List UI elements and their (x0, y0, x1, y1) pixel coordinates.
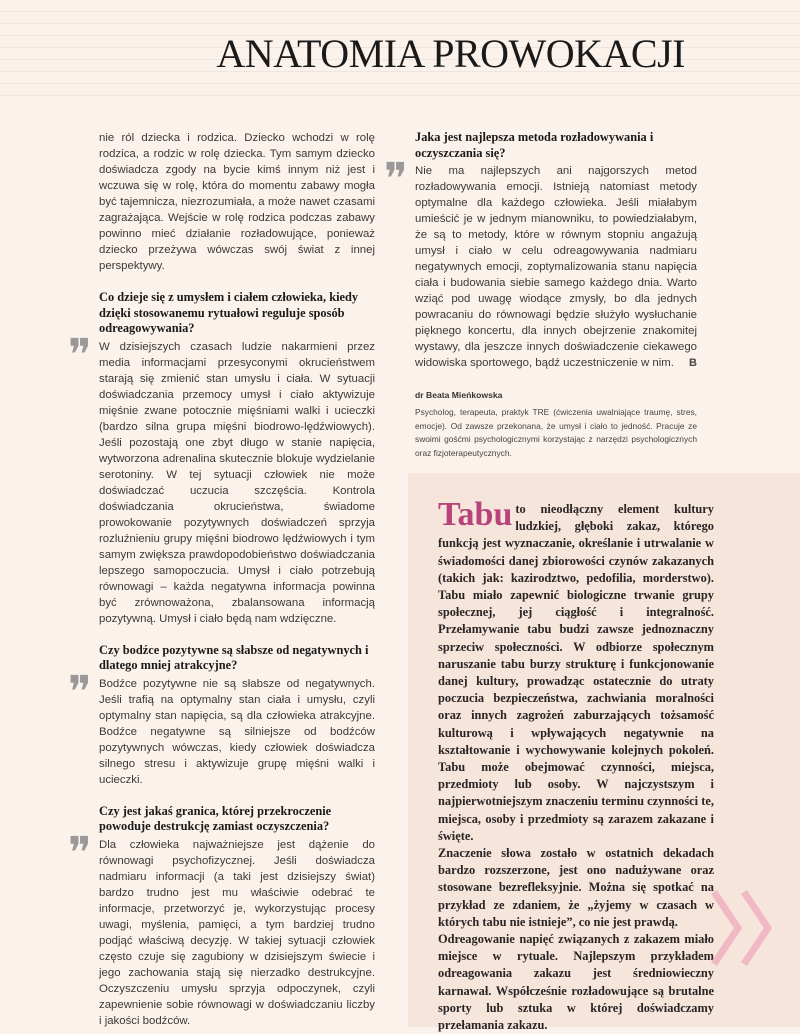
tabu-paragraph-2: Znaczenie słowa zostało w ostatnich dekadach bardzo rozszerzone, jest ono nadużywane oraz stosowane bezrefleksyjnie. Można się spotkać na przykład ze zdaniem, że „żyjemy w czasach w których tabu nie istnieje”, co nie jest prawdą. (438, 846, 714, 929)
left-column (68, 130, 375, 1029)
answer-block (68, 828, 375, 1029)
answer-block (68, 667, 375, 788)
tabu-text (438, 496, 714, 1034)
qa-section-1 (68, 290, 375, 627)
answer-paragraph: Bodźce pozytywne nie są słabsze od negatywnych. Jeśli trafią na optymalny stan ciała i umysłu, czyli optymalny stan napięcia, są dla człowieka atrakcyjne. Bodźce negatywne są silniejsze od bodźców pozytywnych wówczas, kiedy człowiek doświadcza silnego stresu i aktywizuje grupę mięśni walki i ucieczki. (99, 677, 375, 786)
tabu-body: to nieodłączny element kultury ludzkiej, głęboki zakaz, którego funkcją jest wyznaczanie, określanie i utrwalanie w świadomości danej zbiorowości czynów zakazanych (takich jak: kazirodztwo, pedofilia, morderstwo). Tabu miało zapewnić biologiczne trwanie grupy społecznej, jej ciągłość i integralność. Przełamywanie tabu budzi zawsze jednoznaczny sprzeciw społeczności. W odbiorze społecznym naruszanie tabu burzy strukturę i funkcjonowanie danej kultury, prowadząc ostatecznie do utraty poczucia bezpieczeństwa, zachwiania moralności oraz innych zagrożeń zaburzających tożsamość kulturową i wpływających negatywnie na kształtowanie i wychowywanie kolejnych pokoleń. Tabu może obejmować czynności, miejsca, przedmioty lub osoby. W najczystszym i najpierwotniejszym znaczeniu terminu czynności te, miejsca, osoby i przedmioty są zarazem zakazane i święte. (438, 502, 714, 843)
author-block (415, 387, 697, 460)
page-title: ANATOMIA PROWOKACJI (216, 31, 685, 76)
answer-paragraph: W dzisiejszych czasach ludzie nakarmieni przez media informacjami przesyconymi okrucieństwem starają się zmienić stan umysłu i ciała. W sytuacji doświadczania przemocy umysł i ciało aktywizuje mięśnie zwane potocznie mięśniami walki i ucieczki (bardzo silna grupa mięśni biodrowo-lędźwiowych). Jeśli pozostają one zbyt długo w stanie napięcia, wytworzona adrenalina skutecznie blokuje wydzielanie serotoniny. W tej sytuacji człowiek nie może doświadczać uczucia szczęścia. Kontrola doświadczania okrucieństwa, świadome prowokowanie pozytywnych doświadczeń sprzyja rozluźnieniu grupy mięśni biodrowo lędźwiowych i tym samym zwiększa prawdopodobieństwo doświadczania lepszego samopoczucia. Umysł i ciało potrzebują równowagi – każda negatywna informacja powinna być zrównoważona, zbalansowana informacją pozytywną. Umysł i ciało będą nam wdzięczne. (99, 340, 375, 625)
double-chevron-right-icon (708, 888, 780, 968)
quote-icon: ❞ (68, 667, 92, 717)
author-name: dr Beata Mieńkowska (415, 390, 503, 400)
question-heading: Jaka jest najlepsza metoda rozładowywania i oczyszczania się? (415, 130, 654, 160)
answer-block (384, 155, 697, 371)
right-column (384, 130, 697, 460)
answer-paragraph: Dla człowieka najważniejsze jest dążenie do równowagi psychofizycznej. Jeśli doświadcza nadmiaru informacji (a taki jest dzisiejszy świat) bardzo trudno jest mu właściwie odebrać te informacje, przetworzyć je, wykorzystując procesy uwagi, myślenia, pamięci, a tym bardziej trudno podjąć właściwą decyzję. W takiej sytuacji człowiek często czuje się zagubiony w dzisiejszym świecie i jego zachowania stają się nierzadko destrukcyjne. Oczyszczeniu umysłu sprzyja odpoczynek, czyli zapewnienie sobie równowagi w doświadczaniu liczby i jakości bodźców. (99, 838, 375, 1027)
question-heading: Co dzieje się z umysłem i ciałem człowieka, kiedy dzięki stosowanemu rytuałowi reguluje sposób odreagowywania? (99, 290, 359, 335)
quote-icon: ❞ (68, 828, 92, 878)
dropcap-word: Tabu (438, 496, 513, 533)
answer-paragraph (415, 163, 697, 371)
tabu-paragraph-3: Odreagowanie napięć związanych z zakazem miało miejsce w rytuale. Najlepszym przykładem odreagowania zakazu jest średniowieczny karnawał. Współcześnie rozładowujące są brutalne sporty lub sztuka w której doświadczamy przełamania zakazu. (438, 932, 714, 1033)
qa-section-3 (68, 803, 375, 1029)
quote-icon: ❞ (68, 330, 92, 380)
qa-section-2 (68, 642, 375, 788)
question-heading: Czy jest jakaś granica, której przekroczenie powoduje destrukcję zamiast oczyszczenia? (99, 803, 332, 833)
author-bio: Psycholog, terapeuta, praktyk TRE (ćwiczenia uwalniające traumę, stres, emocje). Od zawsze przekonana, że umysł i ciało to jedność. Pracuje ze swoimi gośćmi psychologicznymi korzystając z narzędzi psychologicznych oraz fizjoterapeutycznych. (415, 407, 697, 458)
quote-icon: ❞ (384, 155, 408, 204)
answer-text: Nie ma najlepszych ani najgorszych metod rozładowywania emocji. Istnieją natomiast metody optymalne dla każdego człowieka. Jeśli miałabym umieścić je w jednym mianowniku, to powiedziałabym, że są to metody, które w równym stopniu angażują umysł i ciało w celu odreagowywania nadmiaru negatywnych emocji, zoptymalizowania stanu napięcia ciała i budowania siebie samego każdego dnia. Warto wziąć pod uwagę wiodące zmysły, bo dla jednych powracaniu do równowagi będzie służyło wysłuchanie pięknego koncertu, dla innych obejrzenie znakomitej wystawy, dla jeszcze innych doświadczenie ciekawego widowiska sportowego, bądź uczestniczenie w nim. (415, 165, 697, 369)
end-mark: B (689, 357, 697, 369)
intro-paragraph: nie ról dziecka i rodzica. Dziecko wchodzi w rolę rodzica, a rodzic w rolę dziecka. Tym samym dziecko doświadcza zgody na bycie kimś innym niż jest i wczuwa się w rolę, która do momentu zabawy mogła być tajemnicza, niezrozumiała, a może nawet czasami zagrażająca. Wejście w rolę rodzica podczas zabawy powinno mieć działanie rozładowujące, ponieważ dziecko przeżywa wówczas swój świat z innej perspektywy. (99, 132, 375, 272)
tabu-sidebar-box (408, 473, 800, 1033)
answer-block (68, 330, 375, 627)
question-heading: Czy bodźce pozytywne są słabsze od negatywnych i dlatego mniej atrakcyjne? (99, 642, 369, 672)
tabu-paragraph-1 (438, 496, 714, 845)
